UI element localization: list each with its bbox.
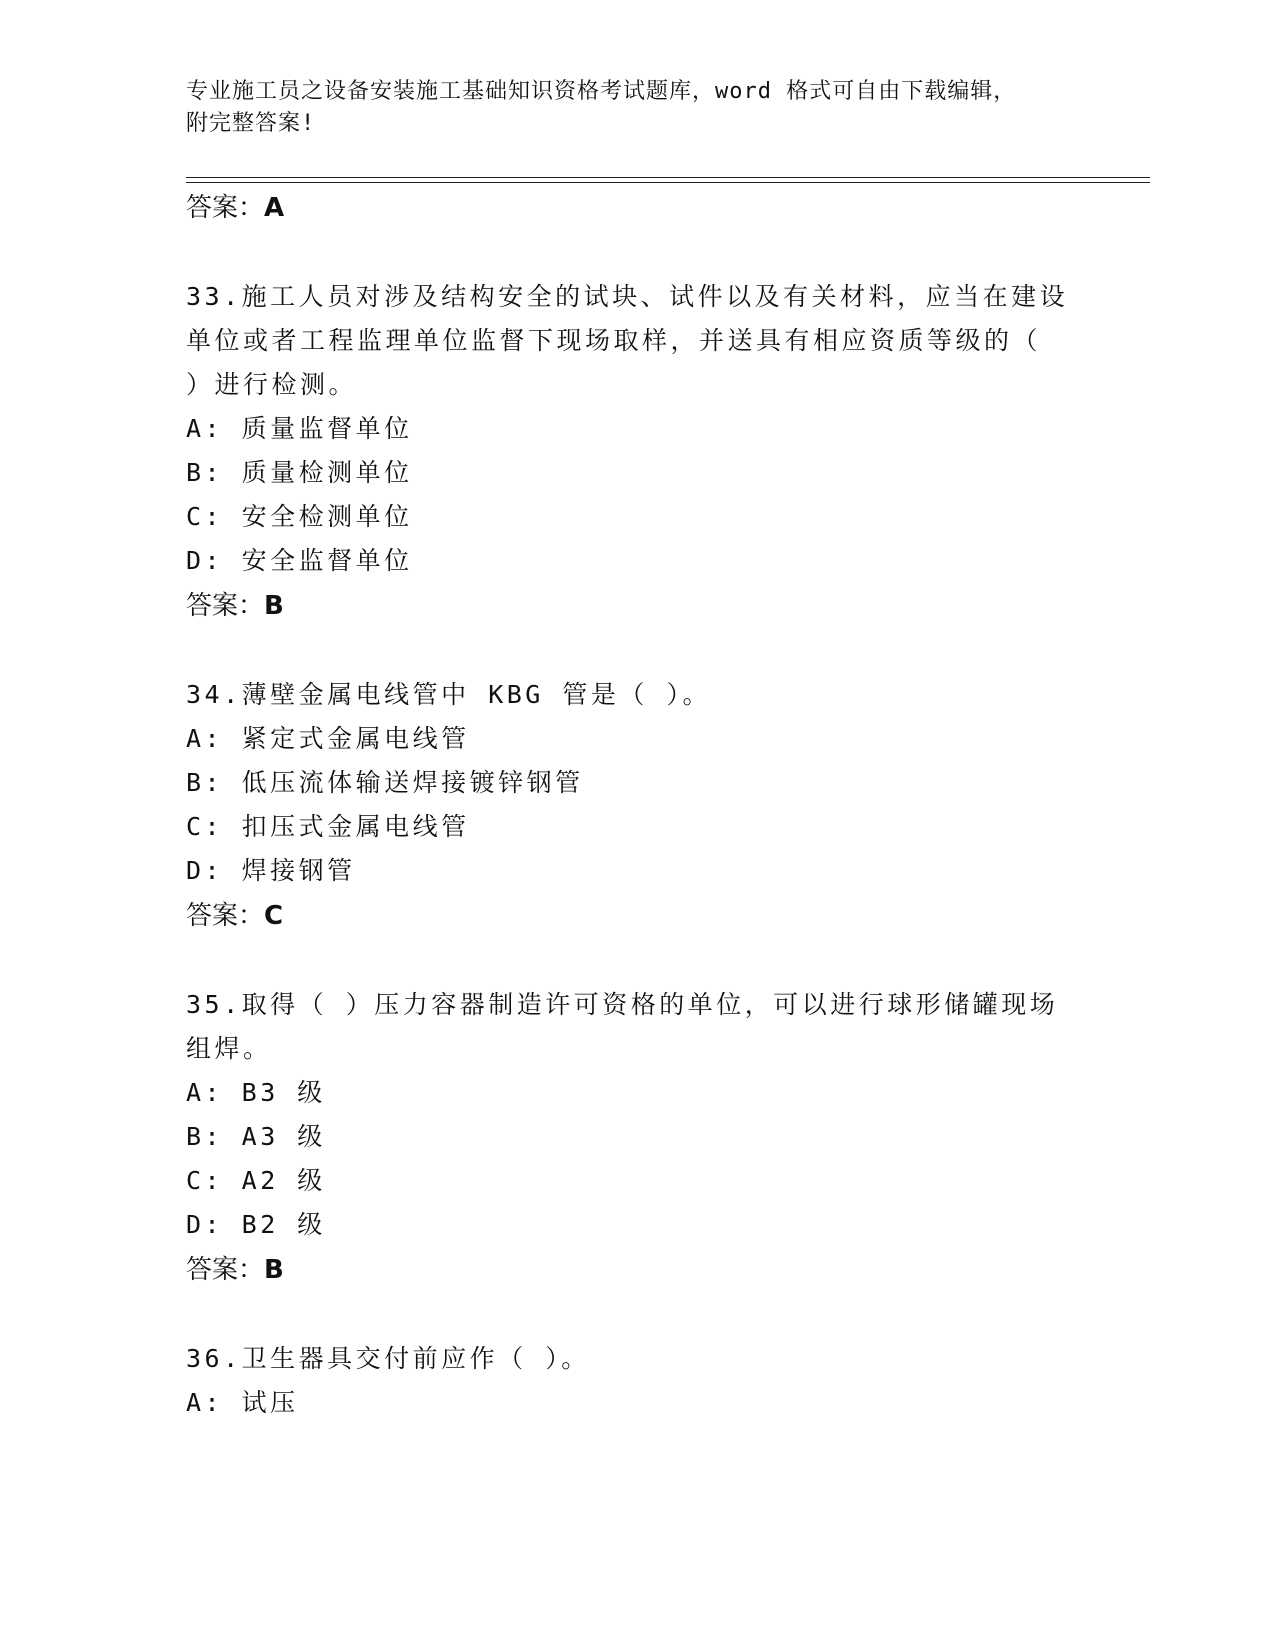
answer-line bbox=[186, 589, 284, 623]
answer-line bbox=[186, 899, 283, 933]
answer-line bbox=[186, 1253, 284, 1287]
question-36-line-1: 36.卫生器具交付前应作（ ）。 bbox=[186, 1344, 590, 1373]
answer-label: 答案： bbox=[186, 193, 265, 223]
answer-value: B bbox=[264, 591, 284, 621]
answer-value: A bbox=[264, 193, 285, 223]
header-divider-bottom bbox=[186, 182, 1150, 183]
answer-label: 答案： bbox=[186, 1255, 265, 1285]
answer-line bbox=[186, 191, 284, 225]
question-33-line-3: ）进行检测。 bbox=[186, 370, 358, 399]
question-33-option-d: D: 安全监督单位 bbox=[186, 546, 413, 575]
answer-value: B bbox=[264, 1255, 284, 1285]
question-33-line-1: 33.施工人员对涉及结构安全的试块、试件以及有关材料，应当在建设 bbox=[186, 282, 1069, 311]
question-34-option-c: C: 扣压式金属电线管 bbox=[186, 812, 470, 841]
question-35-line-2: 组焊。 bbox=[186, 1034, 272, 1063]
question-35-line-1: 35.取得（ ）压力容器制造许可资格的单位，可以进行球形储罐现场 bbox=[186, 990, 1059, 1019]
question-34-line-1: 34.薄壁金属电线管中 KBG 管是（ ）。 bbox=[186, 680, 711, 709]
question-35-option-c: C: A2 级 bbox=[186, 1166, 326, 1195]
question-33-option-c: C: 安全检测单位 bbox=[186, 502, 413, 531]
question-33-option-a: A: 质量监督单位 bbox=[186, 414, 413, 443]
question-35-option-b: B: A3 级 bbox=[186, 1122, 326, 1151]
header-divider-top bbox=[186, 177, 1150, 178]
header-line-2: 附完整答案! bbox=[186, 111, 316, 136]
header-line-1: 专业施工员之设备安装施工基础知识资格考试题库，word 格式可自由下载编辑， bbox=[186, 79, 1017, 104]
answer-label: 答案： bbox=[186, 591, 265, 621]
question-33-line-2: 单位或者工程监理单位监督下现场取样，并送具有相应资质等级的（ bbox=[186, 326, 1042, 355]
question-34-option-a: A: 紧定式金属电线管 bbox=[186, 724, 470, 753]
question-34-option-b: B: 低压流体输送焊接镀锌钢管 bbox=[186, 768, 584, 797]
document-header bbox=[186, 76, 1066, 140]
answer-label: 答案： bbox=[186, 901, 265, 931]
question-36-option-a: A: 试压 bbox=[186, 1388, 299, 1417]
answer-value: C bbox=[264, 901, 284, 931]
question-33-option-b: B: 质量检测单位 bbox=[186, 458, 413, 487]
question-35-option-a: A: B3 级 bbox=[186, 1078, 326, 1107]
question-35-option-d: D: B2 级 bbox=[186, 1210, 326, 1239]
question-34-option-d: D: 焊接钢管 bbox=[186, 856, 356, 885]
